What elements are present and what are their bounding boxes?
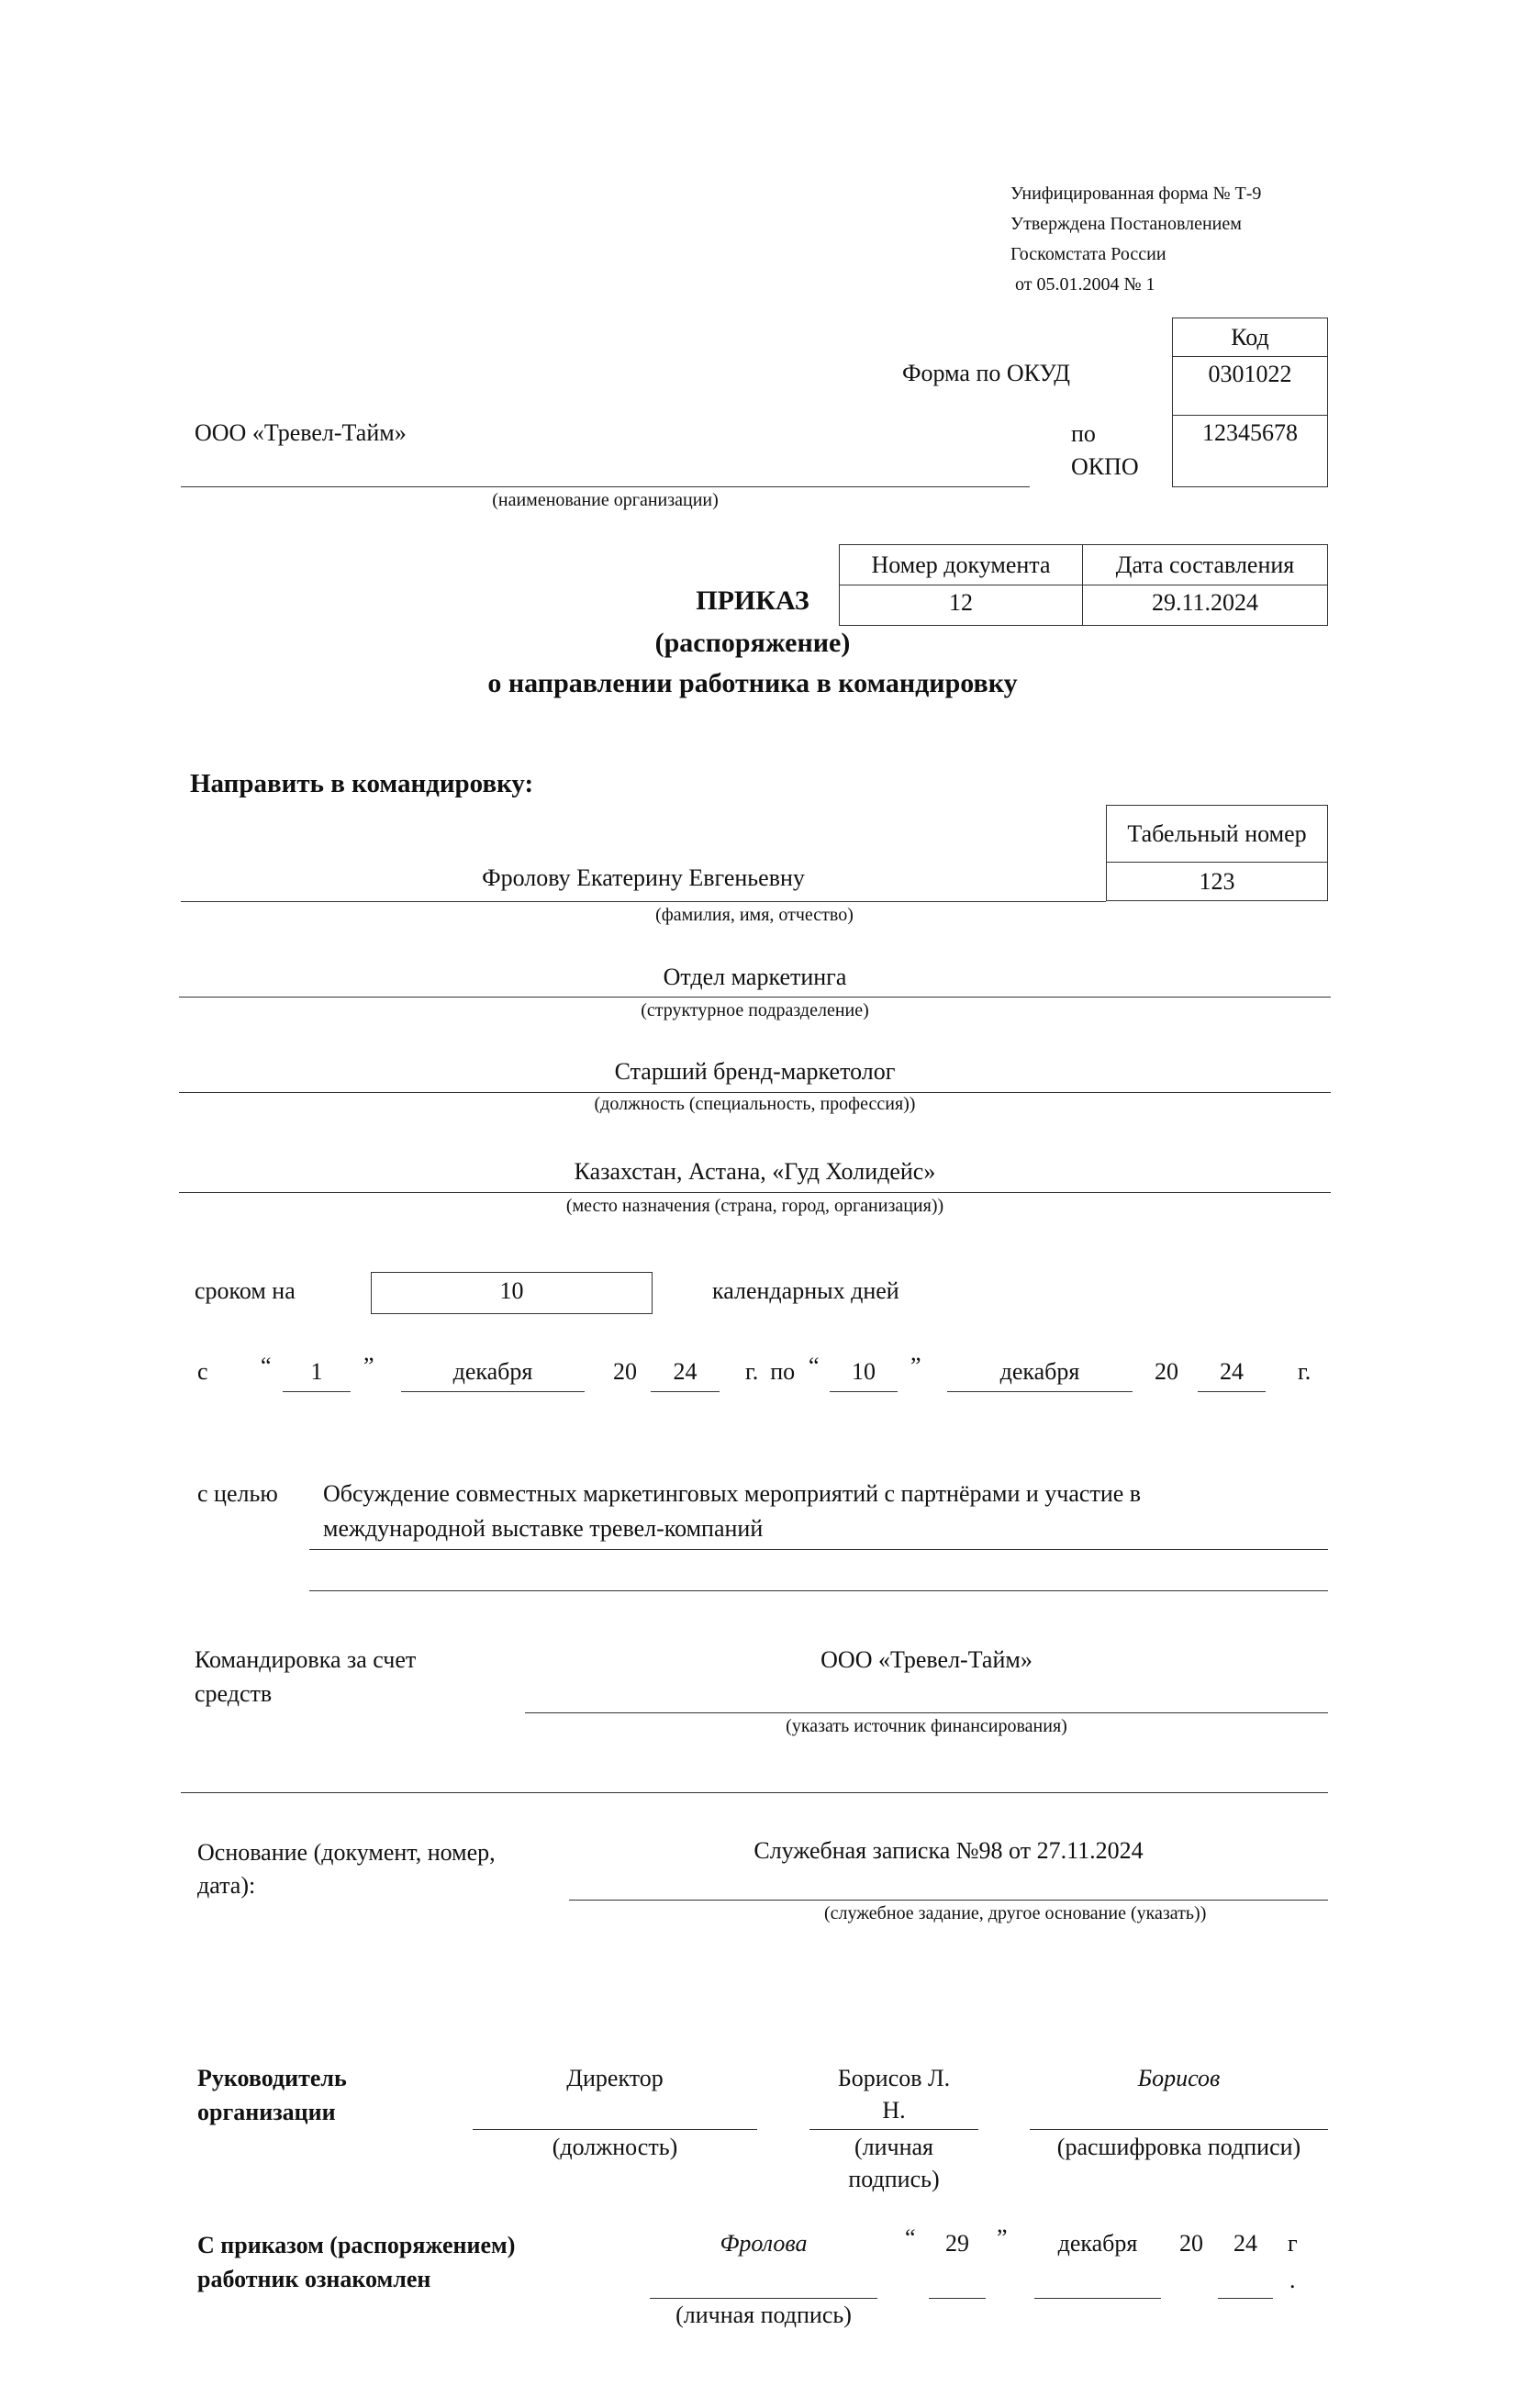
tab-number-header: Табельный номер <box>1107 806 1328 863</box>
destination: Казахстан, Астана, «Гуд Холидейс» <box>574 1158 936 1185</box>
year-prefix: 20 <box>1179 2230 1203 2257</box>
to-year: 24 <box>1220 1358 1244 1385</box>
from-month: декабря <box>452 1358 533 1385</box>
purpose-label: с целью <box>197 1480 278 1507</box>
ack-label: работник ознакомлен <box>197 2266 431 2292</box>
quote-open: “ <box>809 1353 820 1379</box>
to-day: 10 <box>852 1358 876 1385</box>
okud-value: 0301022 <box>1173 357 1328 416</box>
position-caption: (должность (специальность, профессия)) <box>594 1094 916 1114</box>
funding-source: ООО «Тревел-Тайм» <box>820 1646 1032 1673</box>
tab-number-value: 123 <box>1107 863 1328 901</box>
header-line: Утверждена Постановлением <box>1010 214 1242 234</box>
okpo-label: ОКПО <box>1071 453 1139 480</box>
year-prefix: 20 <box>1155 1358 1178 1385</box>
divider <box>525 1712 1328 1713</box>
purpose-line: Обсуждение совместных маркетинговых мероприятий с партнёрами и участие в <box>323 1480 1142 1507</box>
fio-caption: (фамилия, имя, отчество) <box>655 905 854 925</box>
quote-close: ” <box>997 2224 1008 2251</box>
head-signature: Борисов <box>1137 2065 1221 2091</box>
term-days-box: 10 <box>371 1272 653 1314</box>
organization-name: ООО «Тревел-Тайм» <box>195 419 407 446</box>
from-label: с <box>197 1358 208 1385</box>
ack-g-label: г <box>1288 2230 1298 2257</box>
divider <box>179 1192 1331 1193</box>
funding-label: средств <box>195 1680 273 1707</box>
basis-caption: (служебное задание, другое основание (указать)) <box>824 1903 1207 1923</box>
divider <box>179 997 1331 998</box>
tab-number-table <box>1106 805 1328 901</box>
divider <box>181 486 1030 487</box>
ack-year: 24 <box>1233 2230 1257 2257</box>
divider <box>651 1391 720 1392</box>
divider <box>283 1391 351 1392</box>
divider <box>569 1900 1328 1901</box>
header-line: Унифицированная форма № Т-9 <box>1010 184 1262 204</box>
divider <box>947 1391 1133 1392</box>
ack-label: С приказом (распоряжением) <box>197 2232 516 2258</box>
divider <box>1034 2298 1161 2299</box>
doc-date-header: Дата составления <box>1083 545 1328 585</box>
employee-position: Старший бренд-маркетолог <box>614 1058 896 1085</box>
okud-label: Форма по ОКУД <box>902 360 1070 386</box>
divider <box>309 1590 1328 1591</box>
quote-open: “ <box>261 1353 272 1379</box>
divider <box>181 1792 1328 1793</box>
header-line: Госкомстата России <box>1010 244 1166 264</box>
divider <box>830 1391 898 1392</box>
doc-number-value: 12 <box>840 585 1083 626</box>
head-name: Н. <box>882 2097 906 2124</box>
divider <box>650 2298 877 2299</box>
divider <box>179 1092 1331 1093</box>
head-sign-caption: (личная <box>854 2134 934 2160</box>
send-heading: Направить в командировку: <box>190 769 534 798</box>
organization-caption: (наименование организации) <box>492 490 719 510</box>
header-line: от 05.01.2004 № 1 <box>1010 274 1155 295</box>
okpo-label: по <box>1071 420 1096 447</box>
destination-caption: (место назначения (страна, город, организация)) <box>565 1196 944 1216</box>
ack-sign-caption: (личная подпись) <box>675 2302 852 2328</box>
okpo-value: 12345678 <box>1173 416 1328 487</box>
from-day: 1 <box>310 1358 323 1385</box>
quote-open: “ <box>905 2224 916 2251</box>
head-position: Директор <box>566 2065 664 2091</box>
divider <box>181 901 1106 902</box>
quote-close: ” <box>363 1353 374 1379</box>
basis-label: дата): <box>197 1872 256 1899</box>
term-label: сроком на <box>195 1277 296 1304</box>
ack-dot: . <box>1289 2267 1296 2293</box>
department: Отдел маркетинга <box>663 964 847 990</box>
funding-caption: (указать источник финансирования) <box>786 1716 1067 1736</box>
department-caption: (структурное подразделение) <box>641 1000 869 1020</box>
ack-day: 29 <box>945 2230 969 2257</box>
quote-close: ” <box>910 1353 921 1379</box>
doc-number-header: Номер документа <box>840 545 1083 585</box>
divider <box>401 1391 585 1392</box>
funding-label: Командировка за счет <box>195 1646 417 1673</box>
ack-month: декабря <box>1057 2230 1138 2257</box>
doc-subtitle: (распоряжение) <box>654 628 851 658</box>
employee-fio: Фролову Екатерину Евгеньевну <box>482 864 805 891</box>
codes-table <box>1172 318 1328 487</box>
divider <box>809 2129 978 2130</box>
head-decode-caption: (расшифровка подписи) <box>1056 2134 1301 2160</box>
doc-title: ПРИКАЗ <box>696 585 809 616</box>
purpose-line: международной выставке тревел-компаний <box>323 1515 764 1542</box>
g-end-label: г. <box>1298 1358 1312 1385</box>
kod-header: Код <box>1173 318 1328 357</box>
divider <box>309 1549 1328 1550</box>
year-prefix: 20 <box>613 1358 637 1385</box>
divider <box>1218 2298 1273 2299</box>
head-label: организации <box>197 2099 336 2125</box>
divider <box>473 2129 757 2130</box>
term-days-label: календарных дней <box>712 1277 899 1304</box>
divider <box>929 2298 986 2299</box>
ack-signature: Фролова <box>720 2230 808 2257</box>
to-month: декабря <box>999 1358 1080 1385</box>
basis-label: Основание (документ, номер, <box>197 1839 496 1866</box>
divider <box>1030 2129 1328 2130</box>
doc-date-value: 29.11.2024 <box>1083 585 1328 626</box>
doc-subject: о направлении работника в командировку <box>487 668 1018 698</box>
head-label: Руководитель <box>197 2065 347 2091</box>
head-sign-caption: подпись) <box>848 2166 940 2192</box>
basis-value: Служебная записка №98 от 27.11.2024 <box>753 1837 1144 1864</box>
g-po-label: г. по <box>745 1358 796 1385</box>
head-name: Борисов Л. <box>837 2065 951 2091</box>
head-position-caption: (должность) <box>552 2134 678 2160</box>
divider <box>1198 1391 1266 1392</box>
from-year: 24 <box>673 1358 698 1385</box>
